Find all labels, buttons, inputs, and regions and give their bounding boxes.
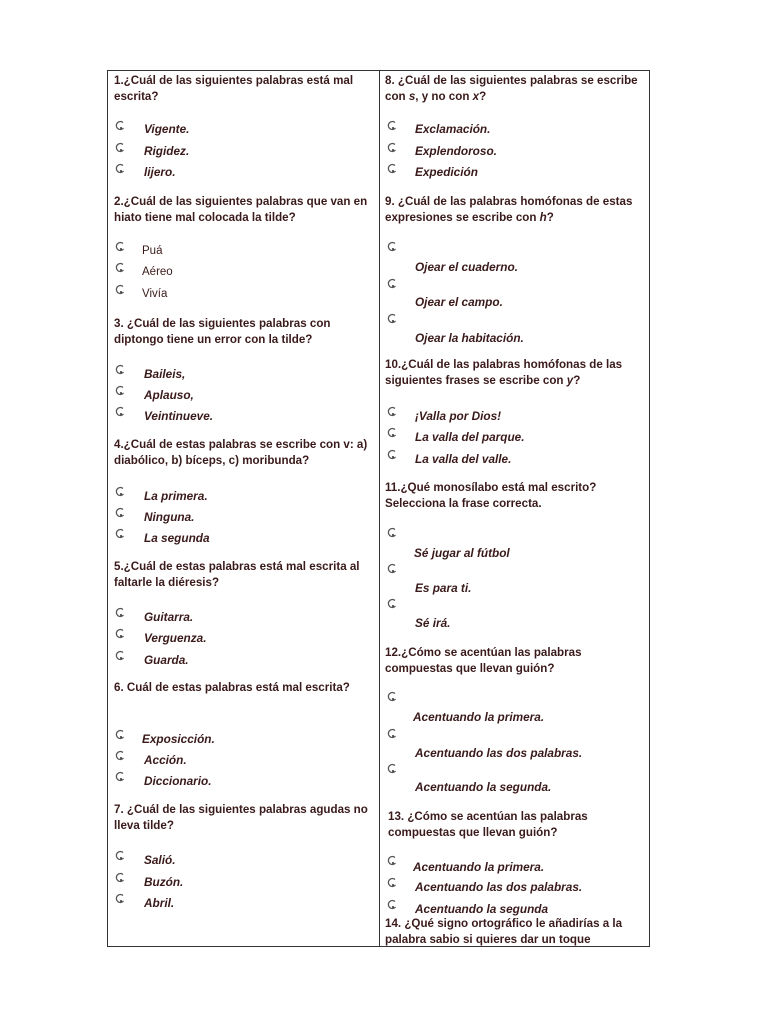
- question-1: 1.¿Cuál de las siguientes palabras está mal escrita?: [114, 74, 354, 103]
- radio-icon[interactable]: [386, 427, 398, 439]
- option-9a-label[interactable]: Ojear el cuaderno.: [415, 260, 518, 274]
- option-12a-label[interactable]: Acentuando la primera.: [413, 710, 545, 724]
- radio-icon[interactable]: [386, 406, 398, 418]
- radio-icon[interactable]: [114, 528, 126, 540]
- radio-icon[interactable]: [114, 163, 126, 175]
- radio-icon[interactable]: [114, 142, 126, 154]
- radio-icon[interactable]: [386, 690, 398, 702]
- question-9: 9. ¿Cuál de las palabras homófonas de estas expresiones se escribe con h?: [385, 195, 633, 224]
- radio-icon[interactable]: [114, 385, 126, 397]
- question-11: 11.¿Qué monosílabo está mal escrito? Selecciona la frase correcta.: [385, 481, 597, 510]
- radio-icon[interactable]: [386, 855, 398, 867]
- question-7: 7. ¿Cuál de las siguientes palabras agudas no lleva tilde?: [114, 803, 368, 832]
- radio-icon[interactable]: [114, 406, 126, 418]
- radio-icon[interactable]: [114, 628, 126, 640]
- radio-icon[interactable]: [114, 120, 126, 132]
- question-13: 13. ¿Cómo se acentúan las palabras compuestas que llevan guión?: [388, 810, 588, 839]
- radio-icon[interactable]: [114, 486, 126, 498]
- radio-icon[interactable]: [114, 650, 126, 662]
- radio-icon[interactable]: [386, 762, 398, 774]
- question-14: 14. ¿Qué signo ortográfico le añadirías a la palabra sabio si quieres dar un toque: [385, 917, 623, 946]
- radio-icon[interactable]: [386, 120, 398, 132]
- option-9c-label[interactable]: Ojear la habitación.: [415, 331, 524, 345]
- option-11c-label[interactable]: Sé irá.: [415, 616, 451, 630]
- question-12: 12.¿Cómo se acentúan las palabras compuestas que llevan guión?: [385, 646, 582, 675]
- radio-icon[interactable]: [386, 899, 398, 911]
- radio-icon[interactable]: [386, 163, 398, 175]
- column-divider: [379, 70, 380, 947]
- radio-icon[interactable]: [114, 771, 126, 783]
- radio-icon[interactable]: [386, 449, 398, 461]
- radio-icon[interactable]: [386, 727, 398, 739]
- radio-icon[interactable]: [386, 597, 398, 609]
- question-5: 5.¿Cuál de estas palabras está mal escrita al faltarle la diéresis?: [114, 560, 360, 589]
- radio-icon[interactable]: [114, 750, 126, 762]
- radio-icon[interactable]: [386, 877, 398, 889]
- radio-icon[interactable]: [114, 507, 126, 519]
- radio-icon[interactable]: [386, 562, 398, 574]
- radio-icon[interactable]: [114, 893, 126, 905]
- radio-icon[interactable]: [114, 607, 126, 619]
- question-6: 6. Cuál de estas palabras está mal escrita?: [114, 681, 350, 694]
- option-12c-label[interactable]: Acentuando la segunda.: [415, 780, 552, 794]
- radio-icon[interactable]: [114, 241, 126, 253]
- option-11b-label[interactable]: Es para ti.: [415, 581, 472, 595]
- radio-icon[interactable]: [114, 364, 126, 376]
- option-9b-label[interactable]: Ojear el campo.: [415, 295, 503, 309]
- question-10: 10.¿Cuál de las palabras homófonas de las siguientes frases se escribe con y?: [385, 358, 623, 387]
- radio-icon[interactable]: [386, 240, 398, 252]
- radio-icon[interactable]: [386, 312, 398, 324]
- radio-icon[interactable]: [114, 284, 126, 296]
- question-8: 8. ¿Cuál de las siguientes palabras se escribe con s, y no con x?: [385, 74, 638, 103]
- radio-icon[interactable]: [386, 142, 398, 154]
- radio-icon[interactable]: [114, 872, 126, 884]
- option-12b-label[interactable]: Acentuando las dos palabras.: [415, 746, 583, 760]
- option-11a-label[interactable]: Sé jugar al fútbol: [414, 546, 510, 560]
- radio-icon[interactable]: [386, 526, 398, 538]
- radio-icon[interactable]: [114, 262, 126, 274]
- question-4: 4.¿Cuál de estas palabras se escribe con v: a) diabólico, b) bíceps, c) moribunda?: [114, 438, 368, 467]
- radio-icon[interactable]: [114, 850, 126, 862]
- radio-icon[interactable]: [386, 277, 398, 289]
- question-2: 2.¿Cuál de las siguientes palabras que van en hiato tiene mal colocada la tilde?: [114, 195, 368, 224]
- radio-icon[interactable]: [114, 729, 126, 741]
- question-3: 3. ¿Cuál de las siguientes palabras con diptongo tiene un error con la tilde?: [114, 317, 331, 346]
